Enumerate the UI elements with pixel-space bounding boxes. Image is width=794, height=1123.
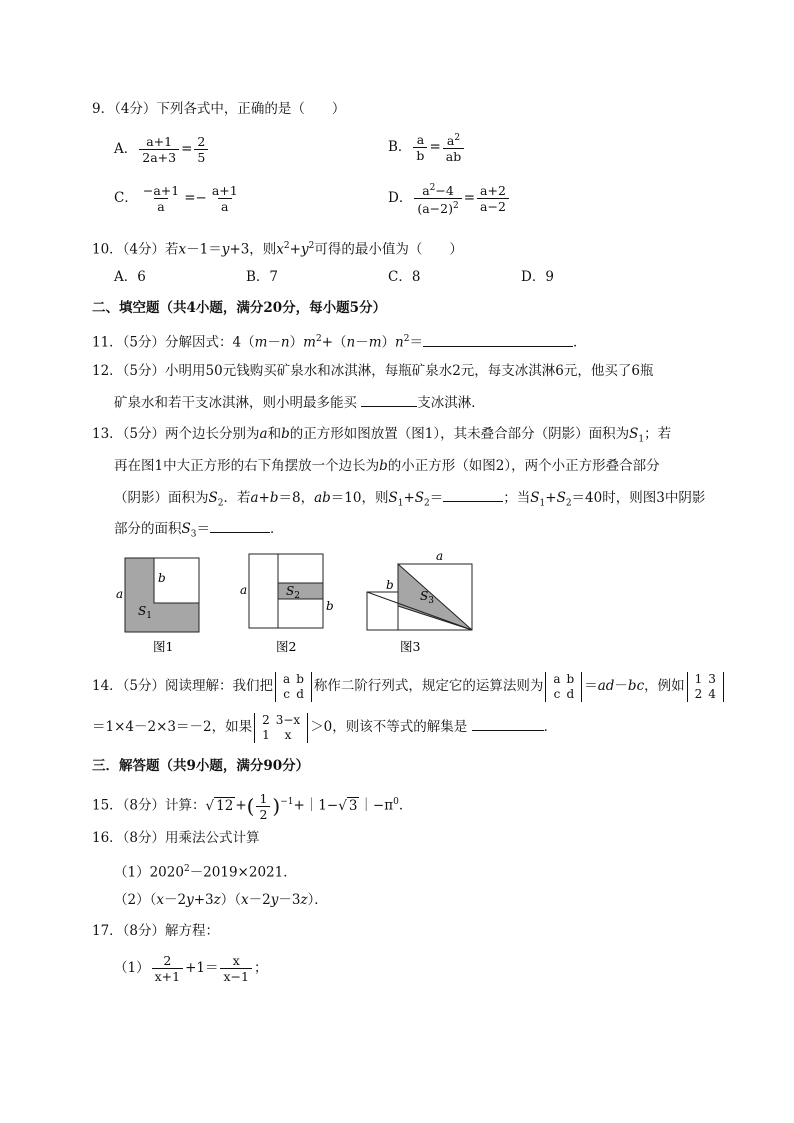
fig1-label-s1: $S_1$ bbox=[138, 604, 152, 621]
figure-1 bbox=[116, 558, 199, 654]
q14-line2: ＝1×4－2×3＝－2，如果 2 3−x 1 x ＞0，则该不等式的解集是 ． bbox=[92, 712, 558, 742]
q10-option-a: A．6 bbox=[114, 269, 146, 285]
section-heading-solutions: 三．解答题（共9小题，满分90分） bbox=[92, 758, 310, 774]
q16-part2: （2）（x－2y+3z）（x－2y－3z）． bbox=[114, 892, 328, 908]
sqrt-symbol: √ 3 bbox=[338, 797, 358, 814]
q13-line2: 再在图1中大正方形的右下角摆放一个边长为b的小正方形（如图2），两个小正方形叠合部分 bbox=[114, 458, 660, 474]
fig2-overlap-shaded bbox=[278, 583, 323, 599]
q13-answer-blank-1[interactable] bbox=[443, 489, 503, 502]
q14-determinant-example: 1 3 2 4 bbox=[687, 672, 724, 702]
q13-line3: （阴影）面积为$S_2$．若a+b＝8，ab＝10，则$S_1+S_2=$ ；当$S_1+S_2=40$时，则图3中阴影 bbox=[114, 490, 706, 509]
fig3-label-a: a bbox=[436, 549, 444, 563]
q9-option-d: D． $\frac{a^2-4}{(a-2)^2}$ = $\frac{a+2}{a-2}$ bbox=[388, 178, 511, 218]
q9-option-c: C． $\frac{-a+1}{a}$ =− $\frac{a+1}{a}$ bbox=[114, 183, 238, 214]
q9-stem: 9．（4分）下列各式中，正确的是（ ） bbox=[92, 101, 346, 117]
q10-option-d: D．9 bbox=[521, 269, 554, 285]
q13-line4: 部分的面积$S_3=$ ． bbox=[114, 521, 284, 540]
q17-part1: （1） $\frac{2}{x+1}$ +1＝ $\frac{x}{x-1}$ ； bbox=[114, 953, 268, 984]
q15-text: 15．（8分）计算：√ 12 +( $\frac{1}{2}$ )$^{-1}$+｜1−√ 3 $|-\pi^0$． bbox=[92, 784, 412, 824]
q16-part1: $(1)2020^2-2019\times 2021$． bbox=[114, 864, 297, 881]
q13-figures bbox=[100, 548, 490, 658]
q10-option-c: C．8 bbox=[388, 269, 421, 285]
fig2-label-a: a bbox=[240, 583, 248, 597]
section-heading-fill-in: 二、填空题（共4小题，满分20分，每小题5分） bbox=[92, 300, 387, 316]
fig2-label-s2: $S_2$ bbox=[286, 584, 300, 601]
q14-determinant-inequality: 2 3−x 1 x bbox=[254, 713, 308, 743]
q9-option-b: B． $\frac{a}{b}$ = $\frac{a^2}{ab}$ bbox=[388, 129, 466, 165]
q14-line1: 14．（5分）阅读理解：我们把 a b c d 称作二阶行列式，规定它的运算法则为 a b c d ＝ad－bc，例如 1 3 2 4 bbox=[92, 668, 726, 704]
q14-determinant-2: a b c d bbox=[545, 672, 582, 702]
sqrt-symbol: √ 12 bbox=[205, 797, 234, 814]
fig1-label-a: a bbox=[116, 587, 124, 601]
q12-line1: 12．（5分）小明用50元钱购买矿泉水和冰淇淋，每瓶矿泉水2元，每支冰淇淋6元，他买了6瓶 bbox=[92, 363, 654, 379]
q17-stem: 17．（8分）解方程： bbox=[92, 923, 220, 939]
q10-stem: 10．（4分）若x－1＝y+3，则$x^2+y^2$可得的最小值为（ ） bbox=[92, 241, 463, 258]
q13-line1: 13．（5分）两个边长分别为a和b的正方形如图放置（图1），其未叠合部分（阴影）面积为$S_1$；若 bbox=[92, 426, 672, 445]
figure-2 bbox=[240, 554, 334, 654]
fig2-caption: 图2 bbox=[276, 639, 297, 654]
q11-answer-blank[interactable] bbox=[423, 334, 573, 347]
q9-option-a: A． $\frac{a+1}{2a+3}$ = $\frac{2}{5}$ bbox=[114, 133, 210, 165]
q10-option-b: B．7 bbox=[246, 269, 279, 285]
q12-line2: 矿泉水和若干支冰淇淋，则小明最多能买 支冰淇淋． bbox=[114, 395, 485, 411]
fig1-label-b: b bbox=[158, 571, 166, 585]
q11-text: 11．（5分）分解因式：$4(m-n)m^2+(n-m)n^2=$ ． bbox=[92, 334, 587, 351]
q13-answer-blank-2[interactable] bbox=[210, 520, 270, 533]
fig1-caption: 图1 bbox=[153, 639, 174, 654]
fig3-label-b: b bbox=[386, 578, 394, 592]
figure-3 bbox=[367, 549, 472, 654]
q16-stem: 16．（8分）用乘法公式计算 bbox=[92, 830, 260, 846]
fig3-caption: 图3 bbox=[400, 639, 421, 654]
q14-answer-blank[interactable] bbox=[472, 718, 544, 731]
fig2-label-b: b bbox=[326, 599, 334, 613]
q14-determinant-1: a b c d bbox=[275, 672, 312, 702]
fig3-label-s3: $S_3$ bbox=[420, 589, 434, 606]
q12-answer-blank[interactable] bbox=[361, 394, 417, 407]
